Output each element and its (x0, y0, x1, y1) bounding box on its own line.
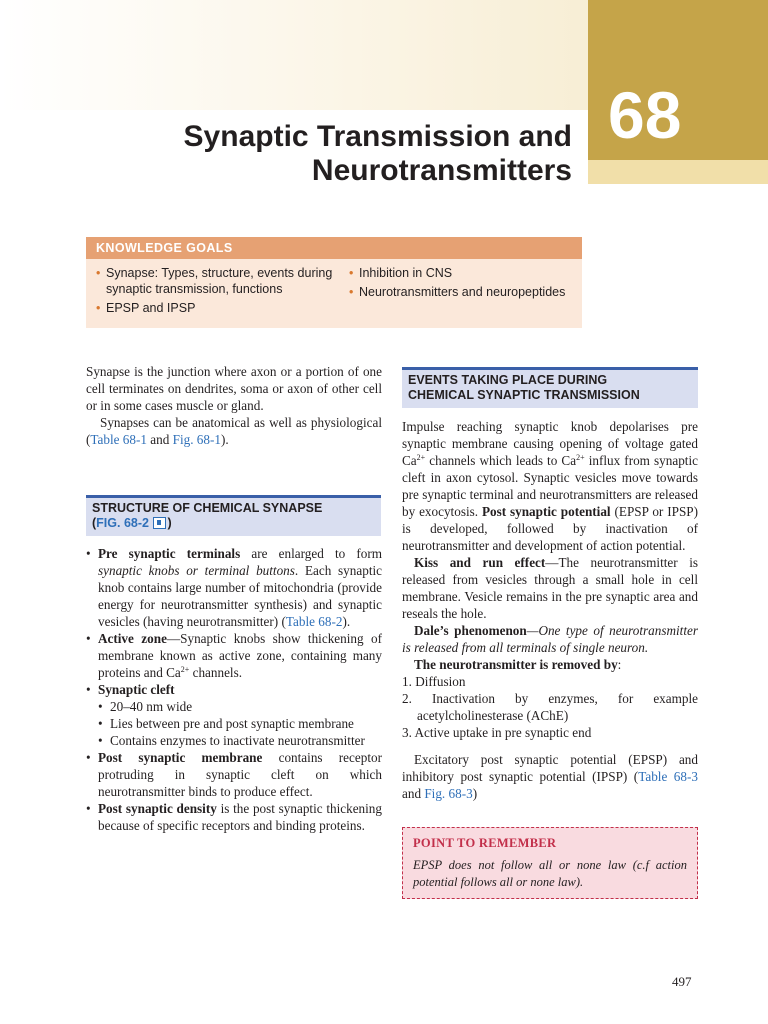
chapter-title (184, 120, 572, 188)
video-icon[interactable] (153, 517, 166, 529)
text-run: contains receptor protruding in synaptic cleft on which neurotransmitter binds to produce effect. (98, 750, 382, 799)
term: Post synaptic density (98, 801, 217, 816)
fig-68-1-link[interactable]: Fig. 68-1 (172, 432, 221, 447)
term: Synaptic cleft (98, 682, 175, 697)
fig-68-2-link[interactable]: FIG. 68-2 (96, 516, 149, 530)
term: Dale’s phenomenon (414, 623, 527, 638)
chapter-title-line2: Neurotransmitters (311, 154, 572, 187)
text-run: ) (167, 516, 172, 530)
term: Kiss and run effect (414, 555, 546, 570)
text-run: (EPSP or IPSP) is developed, followed by inactivation of neurotransmitter and development of action potential. (402, 504, 698, 553)
events-heading-line2: CHEMICAL SYNAPTIC TRANSMISSION (408, 388, 640, 402)
structure-heading-line1: STRUCTURE OF CHEMICAL SYNAPSE (92, 501, 323, 515)
term: The neurotransmitter is removed by (414, 657, 618, 672)
point-to-remember-box (402, 827, 698, 899)
table-68-1-link[interactable]: Table 68-1 (90, 432, 147, 447)
text-run: . Each synaptic knob contains large number of mitochondria (provide energy for neurotransmitter synthesis) and synaptic vesicles (having neurotransmitter) ( (98, 563, 382, 629)
kiss-and-run-paragraph (402, 554, 698, 622)
sub-list (98, 698, 382, 749)
term: Pre synaptic terminals (98, 546, 241, 561)
header-band (0, 0, 588, 110)
text-run: Excitatory post synaptic potential (EPSP) and inhibitory post synaptic potential (IPSP) ( (402, 752, 698, 784)
fig-68-3-link[interactable]: Fig. 68-3 (424, 786, 473, 801)
text-run: and (402, 786, 425, 801)
list-item (86, 800, 382, 834)
table-68-3-link[interactable]: Table 68-3 (638, 769, 698, 784)
events-section-heading (402, 367, 698, 408)
chapter-number-band (588, 160, 768, 184)
text-run: are enlarged to form (240, 546, 382, 561)
text-run: ). (220, 432, 229, 447)
structure-list (86, 545, 382, 834)
text-run: —One type of neurotransmitter is released from all terminals of single neuron. (402, 623, 698, 655)
knowledge-goal-item: • Synapse: Types, structure, events during synaptic transmission, functions (96, 265, 346, 297)
intro-paragraph-2 (86, 414, 382, 448)
text-run: Impulse reaching synaptic knob depolarises pre synaptic membrane causing opening of voltage gated Ca (402, 419, 698, 468)
list-item (86, 545, 382, 630)
knowledge-goals-box (86, 237, 582, 328)
removal-list (402, 673, 698, 741)
removal-list-item: 1. Diffusion (402, 674, 466, 689)
text-run: channels. (189, 665, 243, 680)
list-item (86, 749, 382, 800)
knowledge-goals-col1 (96, 265, 346, 319)
table-68-2-link[interactable]: Table 68-2 (285, 614, 343, 629)
text-run: : (617, 657, 622, 672)
page-number: 497 (672, 974, 692, 989)
superscript: 2+ (416, 453, 426, 462)
term: Active zone (98, 631, 167, 646)
dale-paragraph (402, 622, 698, 656)
text-run: influx from synaptic cleft in axon cytosol. Synaptic vesicles move towards pre synaptic terminal and neurotransmitters are released by exocytosis. (402, 453, 698, 519)
knowledge-goal-item: • Neurotransmitters and neuropeptides (349, 284, 579, 300)
text-run: ). (342, 614, 351, 629)
point-to-remember-body: EPSP does not follow all or none law (c.f action potential follows all or none law). (413, 858, 687, 889)
term: Post synaptic membrane (98, 750, 263, 765)
text-run: —Synaptic knobs show thickening of membrane known as active zone, containing many proteins and Ca (98, 631, 383, 680)
chapter-title-line1: Synaptic Transmission and (183, 120, 572, 153)
text-run: ( (92, 516, 97, 530)
point-to-remember-heading: POINT TO REMEMBER (413, 836, 557, 850)
text-run: channels which leads to Ca (425, 453, 577, 468)
knowledge-goal-item: • EPSP and IPSP (96, 300, 346, 316)
text-run: —The neurotransmitter is released from vesicles through a small hole in cell membrane. Vesicle remains in the pre synaptic area and reseals the hole. (402, 555, 698, 621)
knowledge-goals-col2 (349, 265, 579, 303)
sub-list-item: • Contains enzymes to inactivate neurotransmitter (98, 732, 382, 749)
text-run: synaptic knobs or terminal buttons (98, 563, 295, 578)
events-text (402, 418, 698, 802)
text-run: ) (472, 786, 478, 801)
knowledge-goal-item: • Inhibition in CNS (349, 265, 579, 281)
term: Post synaptic potential (481, 504, 611, 519)
epsp-paragraph (402, 751, 698, 802)
removal-list-item: 2. Inactivation by enzymes, for example acetylcholinesterase (AChE) (402, 691, 698, 723)
sub-list-item: • 20–40 nm wide (98, 698, 382, 715)
chapter-number: 68 (608, 78, 682, 152)
removed-heading (402, 656, 698, 673)
removal-list-item: 3. Active uptake in pre synaptic end (402, 725, 592, 740)
intro-text (86, 363, 382, 448)
structure-heading-line2 (92, 516, 375, 531)
intro-paragraph-1: Synapse is the junction where axon or a portion of one cell terminates on dendrites, soma or axon of other cell or in some cases muscle or gland. (86, 364, 382, 413)
sub-list-item: • Lies between pre and post synaptic membrane (98, 715, 382, 732)
text-run: is the post synaptic thickening because of specific receptors and binding proteins. (98, 801, 382, 833)
list-item (86, 681, 382, 749)
structure-section-heading (86, 495, 381, 536)
superscript: 2+ (180, 665, 190, 674)
events-heading-line1: EVENTS TAKING PLACE DURING (408, 373, 608, 387)
events-paragraph-1 (402, 418, 698, 554)
text-run: Synapses can be anatomical as well as physiological ( (86, 415, 382, 447)
knowledge-goals-heading: KNOWLEDGE GOALS (86, 237, 582, 259)
superscript: 2+ (576, 453, 585, 462)
list-item (86, 630, 382, 681)
text-run: and (146, 432, 173, 447)
